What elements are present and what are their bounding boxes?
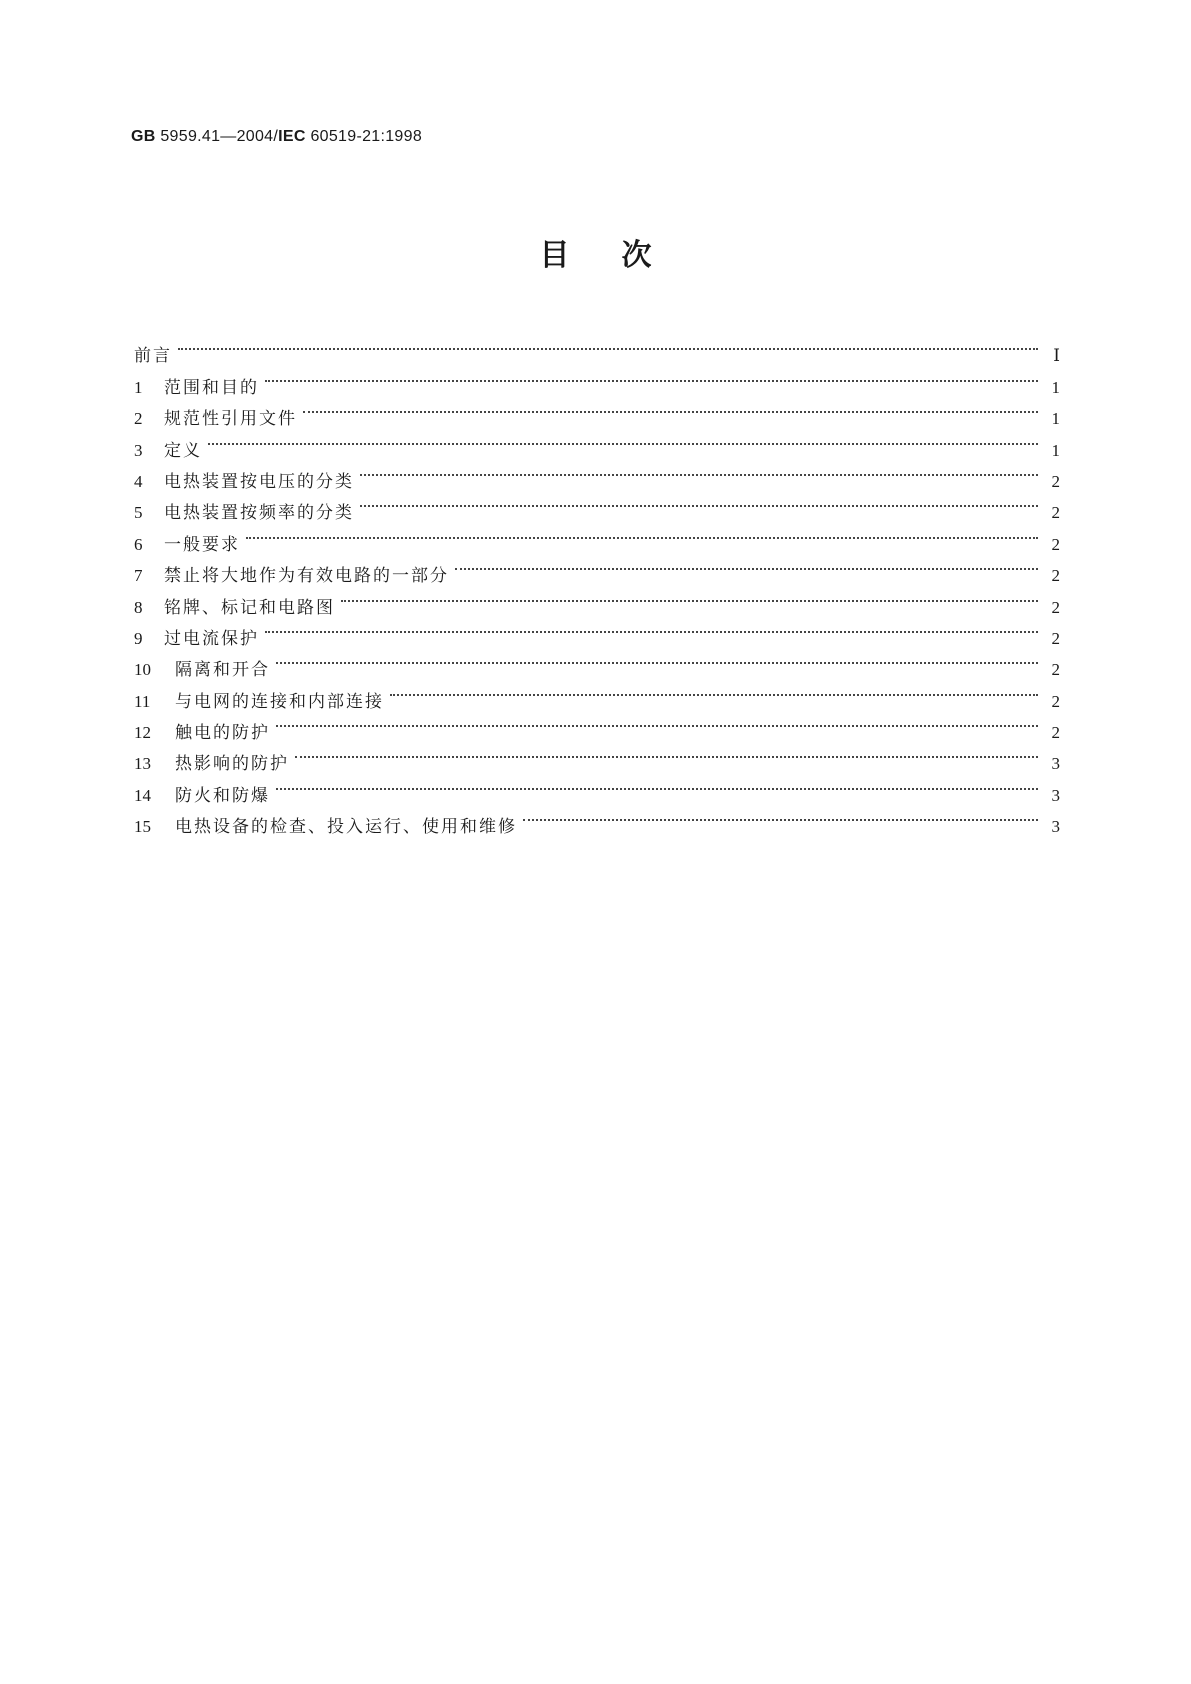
toc-entry[interactable] [134,613,1060,649]
toc-entry[interactable] [134,330,1060,367]
toc-entry-number: 15 [134,817,151,837]
toc-entry-number: 3 [134,440,143,460]
toc-entry-number: 4 [134,471,143,491]
toc-dot-leader [276,769,1038,800]
toc-title: 目次 [539,238,704,273]
toc-entry-label: 过电流保护 [164,628,259,649]
toc-dot-leader [390,675,1038,706]
toc-entry-page: 1 [1051,377,1060,397]
toc-dot-leader [455,550,1038,581]
toc-entry-number: 8 [134,597,143,617]
toc-entry-page: 2 [1051,566,1060,586]
toc-dot-leader [265,361,1038,392]
toc-entry[interactable] [134,361,1060,398]
toc-entry[interactable] [134,456,1060,492]
toc-entry-number: 7 [134,566,143,586]
toc-entry-number: 13 [134,754,151,774]
toc-entry-label: 范围和目的 [164,377,259,398]
toc-dot-leader [295,738,1038,769]
toc-entry-label: 电热装置按频率的分类 [164,503,354,524]
toc-entry-label: 防火和防爆 [175,785,270,806]
toc-entry-page: 1 [1051,440,1060,460]
toc-entry-label: 触电的防护 [175,723,270,744]
standard-code-header [131,128,422,146]
toc-entry-number: 12 [134,723,151,743]
toc-entry[interactable] [134,518,1060,555]
toc-entry-label: 规范性引用文件 [164,409,297,430]
toc-dot-leader [303,393,1038,424]
toc-dot-leader [341,581,1038,612]
toc-entry-label: 隔离和开合 [175,660,270,681]
toc-dot-leader [246,518,1038,549]
toc-entry-label: 电热装置按电压的分类 [164,471,354,492]
toc-entry-page: 3 [1051,817,1060,837]
toc-dot-leader [178,330,1038,361]
table-of-contents [134,330,1060,838]
toc-entry-number: 2 [134,409,143,429]
toc-entry-label: 前言 [134,346,172,367]
toc-entry[interactable] [134,550,1060,587]
toc-entry-page: 2 [1051,471,1060,491]
toc-entry-label: 定义 [164,440,202,461]
toc-entry-number: 11 [134,691,151,711]
toc-entry-page: 2 [1051,534,1060,554]
toc-entry-label: 禁止将大地作为有效电路的一部分 [164,566,449,587]
toc-entry-number: 14 [134,785,151,805]
iec-prefix: IEC [278,128,306,145]
toc-entry-page: 2 [1051,628,1060,648]
toc-dot-leader [208,424,1038,455]
standard-number: 5959.41—2004/ [155,128,279,145]
toc-dot-leader [360,487,1038,518]
toc-entry-label: 一般要求 [164,534,240,555]
toc-entry-page: 2 [1051,597,1060,617]
toc-entry[interactable] [134,644,1060,681]
toc-entry-number: 9 [134,628,143,648]
toc-entry-label: 铭牌、标记和电路图 [164,597,335,618]
toc-entry-page: Ⅰ [1053,346,1060,366]
toc-entry-page: 2 [1051,723,1060,743]
toc-entry-page: 2 [1051,691,1060,711]
standard-prefix: GB [131,128,156,145]
toc-entry-number: 5 [134,503,143,523]
toc-entry-label: 与电网的连接和内部连接 [175,691,384,712]
toc-entry-label: 热影响的防护 [175,754,289,775]
toc-entry-number: 10 [134,660,151,680]
iec-number: 60519-21:1998 [305,128,423,145]
toc-entry[interactable] [134,424,1060,461]
toc-dot-leader [523,801,1038,832]
toc-dot-leader [276,644,1038,675]
toc-entry-page: 3 [1051,754,1060,774]
toc-dot-leader [265,613,1038,644]
toc-entry-number: 6 [134,534,143,554]
toc-entry-page: 2 [1051,503,1060,523]
toc-entry-label: 电热设备的检查、投入运行、使用和维修 [175,817,517,838]
toc-dot-leader [276,707,1038,738]
toc-entry-page: 2 [1051,660,1060,680]
toc-entry-number: 1 [134,377,143,397]
toc-entry-page: 1 [1051,409,1060,429]
toc-dot-leader [360,456,1038,487]
toc-entry[interactable] [134,393,1060,430]
toc-entry-page: 3 [1051,785,1060,805]
